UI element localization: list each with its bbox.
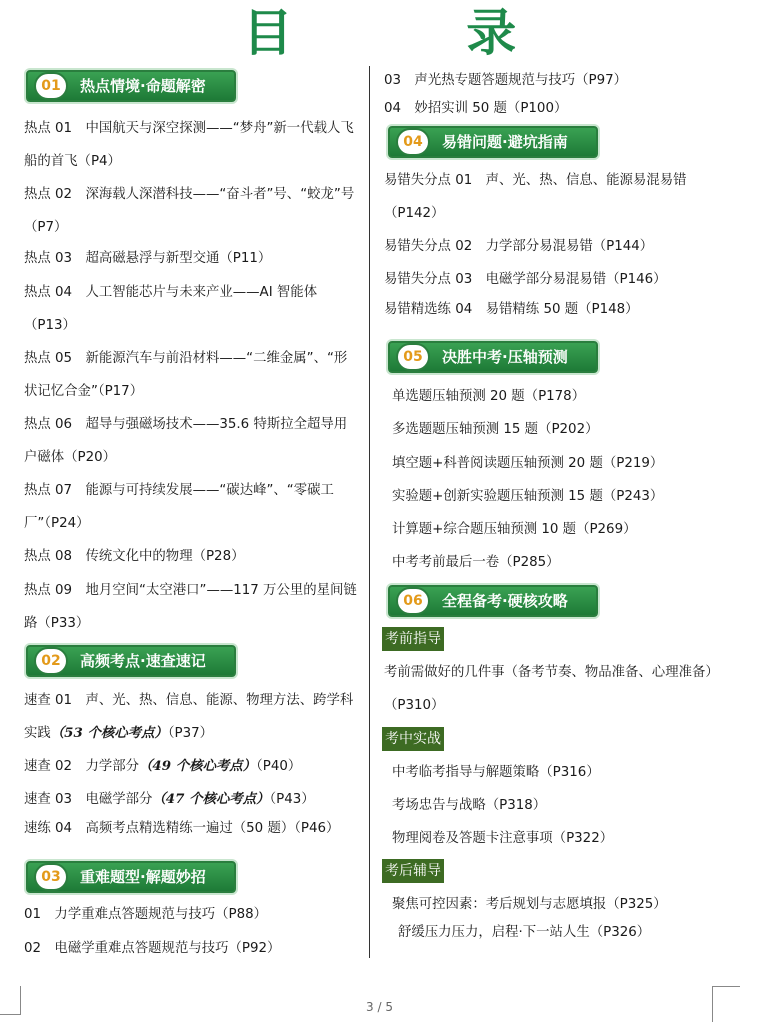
toc-entry-final-04[interactable]: 实验题+创新实验题压轴预测 15 题（P243） — [392, 489, 664, 504]
section-title: 重难题型·解题妙招 — [80, 868, 206, 886]
toc-entry-hot-06[interactable]: 热点 06 超导与强磁场技术——35.6 特斯拉全超导用户磁体（P20） — [24, 417, 348, 465]
toc-entry-check-04[interactable]: 速练 04 高频考点精选精练一遍过（50 题）（P46） — [24, 821, 340, 836]
section-banner-02[interactable] — [26, 645, 236, 677]
entry-page: （P40） — [256, 759, 302, 774]
entry-text: 速查 03 电磁学部分 — [24, 792, 153, 807]
toc-entry-final-06[interactable]: 中考考前最后一卷（P285） — [392, 555, 560, 570]
toc-entry-guide-04[interactable]: 物理阅卷及答题卡注意事项（P322） — [392, 831, 614, 846]
subsection-label-during-exam: 考中实战 — [382, 727, 444, 751]
toc-entry-err-03[interactable]: 易错失分点 03 电磁学部分易混易错（P146） — [384, 272, 667, 287]
page-number: 3 / 5 — [366, 1000, 393, 1014]
section-number-badge: 04 — [396, 128, 430, 156]
section-banner-06[interactable] — [388, 585, 598, 617]
entry-emphasis: （49 个核心考点） — [139, 758, 257, 774]
toc-entry-hot-08[interactable]: 热点 08 传统文化中的物理（P28） — [24, 549, 245, 564]
toc-entry-guide-05[interactable]: 聚焦可控因素：考后规划与志愿填报（P325） — [392, 897, 667, 912]
toc-entry-err-01[interactable]: 易错失分点 01 声、光、热、信息、能源易混易错（P142） — [384, 173, 687, 221]
toc-entry-hard-02[interactable]: 02 电磁学重难点答题规范与技巧（P92） — [24, 941, 281, 956]
toc-entry-final-03[interactable]: 填空题+科普阅读题压轴预测 20 题（P219） — [392, 456, 664, 471]
section-title: 热点情境·命题解密 — [80, 77, 206, 95]
entry-text: 速查 02 力学部分 — [24, 759, 140, 774]
toc-entry-guide-03[interactable]: 考场忠告与战略（P318） — [392, 798, 547, 813]
toc-entry-hot-03[interactable]: 热点 03 超高磁悬浮与新型交通（P11） — [24, 251, 272, 266]
section-number-badge: 06 — [396, 587, 430, 615]
section-number-badge: 05 — [396, 343, 430, 371]
toc-entry-hot-01[interactable]: 热点 01 中国航天与深空探测——“梦舟”新一代载人飞船的首飞（P4） — [24, 121, 354, 169]
section-number-badge: 01 — [34, 72, 68, 100]
toc-entry-check-02[interactable] — [24, 750, 301, 783]
toc-entry-hard-04[interactable]: 04 妙招实训 50 题（P100） — [384, 101, 568, 116]
section-banner-04[interactable] — [388, 126, 598, 158]
section-banner-03[interactable] — [26, 861, 236, 893]
toc-entry-guide-02[interactable]: 中考临考指导与解题策略（P316） — [392, 765, 600, 780]
toc-entry-final-01[interactable]: 单选题压轴预测 20 题（P178） — [392, 389, 586, 404]
section-number-badge: 02 — [34, 647, 68, 675]
toc-entry-hard-03[interactable]: 03 声光热专题答题规范与技巧（P97） — [384, 73, 628, 88]
section-title: 高频考点·速查速记 — [80, 652, 206, 670]
entry-page: （P37） — [167, 726, 214, 741]
toc-entry-hot-09[interactable]: 热点 09 地月空间“太空港口”——117 万公里的星间链路（P33） — [24, 583, 357, 631]
section-title: 决胜中考·压轴预测 — [442, 348, 568, 366]
section-title: 易错问题·避坑指南 — [442, 133, 568, 151]
toc-entry-hard-01[interactable]: 01 力学重难点答题规范与技巧（P88） — [24, 907, 268, 922]
entry-emphasis: （53 个核心考点） — [50, 725, 168, 741]
toc-entry-guide-01[interactable]: 考前需做好的几件事（备考节奏、物品准备、心理准备）（P310） — [384, 665, 719, 713]
entry-emphasis: （47 个核心考点） — [152, 791, 270, 807]
subsection-label-before-exam: 考前指导 — [382, 627, 444, 651]
column-divider — [369, 66, 370, 958]
section-banner-05[interactable] — [388, 341, 598, 373]
toc-entry-guide-06[interactable]: 舒缓压力压力，启程·下一站人生（P326） — [398, 925, 651, 940]
page-title: 目 录 — [242, 4, 595, 62]
toc-entry-final-02[interactable]: 多选题题压轴预测 15 题（P202） — [392, 422, 599, 437]
toc-entry-hot-04[interactable]: 热点 04 人工智能芯片与未来产业——AI 智能体（P13） — [24, 285, 318, 333]
section-banner-01[interactable] — [26, 70, 236, 102]
entry-page: （P43） — [269, 792, 315, 807]
section-number-badge: 03 — [34, 863, 68, 891]
entry-text: 速查 01 声、光、热、信息、能源、物理方法、跨学科实践 — [24, 693, 354, 741]
subsection-label-after-exam: 考后辅导 — [382, 859, 444, 883]
toc-entry-final-05[interactable]: 计算题+综合题压轴预测 10 题（P269） — [392, 522, 637, 537]
toc-entry-hot-07[interactable]: 热点 07 能源与可持续发展——“碳达峰”、“零碳工厂”（P24） — [24, 483, 334, 531]
section-title: 全程备考·硬核攻略 — [442, 592, 568, 610]
toc-entry-hot-02[interactable]: 热点 02 深海载人深潜科技——“奋斗者”号、“蛟龙”号（P7） — [24, 187, 355, 235]
toc-entry-check-01[interactable] — [24, 684, 359, 750]
toc-entry-err-02[interactable]: 易错失分点 02 力学部分易混易错（P144） — [384, 239, 654, 254]
toc-entry-hot-05[interactable]: 热点 05 新能源汽车与前沿材料——“二维金属”、“形状记忆合金”（P17） — [24, 351, 348, 399]
toc-entry-err-04[interactable]: 易错精选练 04 易错精练 50 题（P148） — [384, 302, 639, 317]
